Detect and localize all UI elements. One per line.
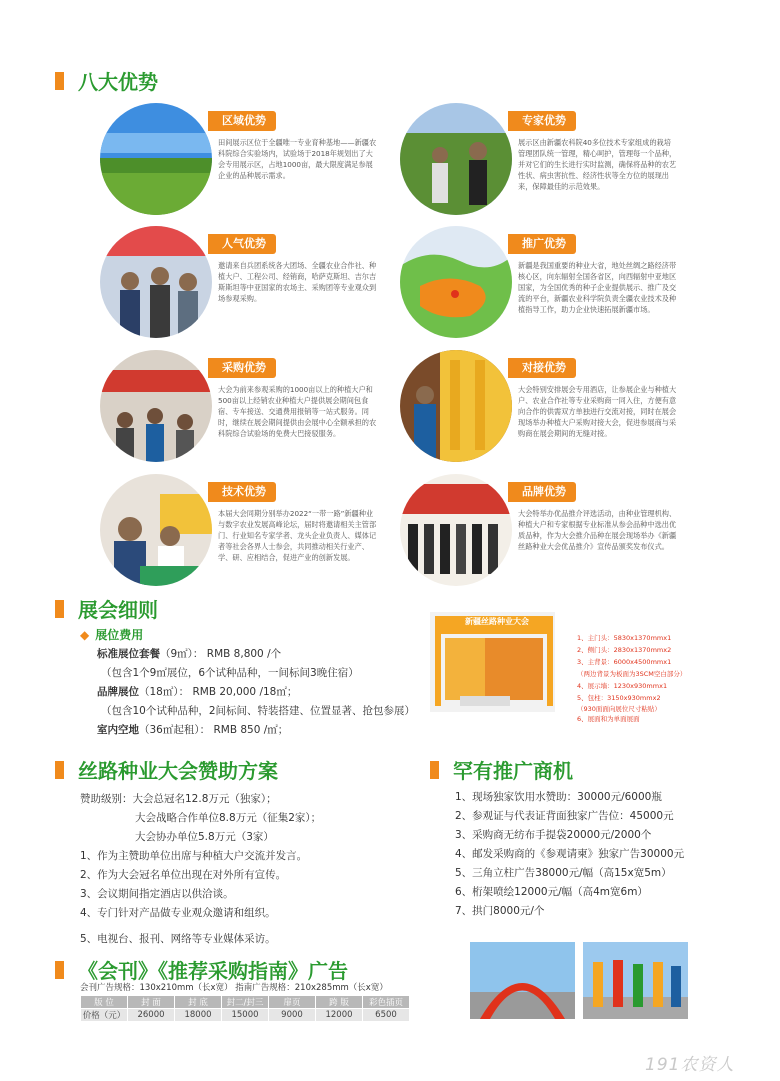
title-marker: [55, 961, 64, 979]
advantage-card-brand: [400, 474, 690, 589]
advantage-card-expert: [400, 103, 690, 218]
ads-spec: 会刊广告规格：130x210mm（长x宽） 指南广告规格：210x285mm（长x宽）: [80, 983, 388, 993]
advantage-desc: 展示区由新疆农科院40多位技术专家组成的栽培管理团队统一管理，精心呵护，管理每一个品种，并对它们的生长进行实时监测，确保将品种的农艺性状、病虫害抗性、经济性状等全方位的展现出来，保障最佳的示范效果。: [518, 138, 677, 191]
advantage-desc: 新疆是我国重要的种业大省，地处丝绸之路经济带核心区，向东辐射全国各省区，向西辐射中亚地区国家，为全国优秀的种子企业提供展示、推广及交流的平台，新疆农业科学院负责全疆农业技术及种植指导工作，助力企业快速拓展新疆市场。: [518, 261, 677, 314]
matching-photo: [400, 350, 512, 462]
table-cell: 价格（元）: [81, 1009, 128, 1022]
sponsor-benefit: 3、会议期间指定酒店以供洽谈。: [80, 888, 234, 900]
table-cell: 封二/封三: [222, 996, 269, 1009]
sponsor-title: [55, 755, 278, 784]
sponsor-title-text: 丝路种业大会赞助方案: [78, 759, 278, 783]
table-cell: 封 底: [175, 996, 222, 1009]
arch-photo: [470, 942, 575, 1019]
table-cell: 彩色插页: [363, 996, 410, 1009]
booth-spec-5: 4、展示墙：1230x930mmx1: [577, 682, 668, 690]
booth-spec-6: 5、包柱：3150x930mmx2: [577, 694, 661, 702]
table-cell: 版 位: [81, 996, 128, 1009]
advantage-tag: 区域优势: [208, 111, 276, 131]
ads-title-text: 《会刊》《推荐采购指南》广告: [78, 959, 348, 983]
sponsor-benefit: 2、作为大会冠名单位出现在对外所有宣传。: [80, 869, 287, 881]
table-cell: 扉页: [269, 996, 316, 1009]
sponsor-level-3: 大会协办单位5.8万元（3家）: [135, 831, 274, 843]
ad-price-table: [80, 995, 410, 1022]
sponsor-benefit: 5、电视台、报刊、网络等专业媒体采访。: [80, 933, 276, 945]
expert-photo: [400, 103, 512, 215]
promo-item: 4、邮发采购商的《参观请柬》独家广告30000元: [455, 848, 685, 860]
promo-title: [430, 755, 573, 784]
diamond-icon: ◆: [80, 628, 90, 642]
advantage-tag: 推广优势: [508, 234, 576, 254]
brand-booth-area: （18㎡）：: [139, 686, 190, 698]
standard-booth-label: 标准展位套餐: [97, 648, 160, 660]
booth-spec-8: 6、展面和为单面展面: [577, 715, 640, 723]
advantage-desc: 邀请来自兵团系统各大团场、全疆农业合作社、种植大户、工程公司、经销商，哈萨克斯坦、吉尔吉斯斯坦等中亚国家的农场主、采购团等专业观众到场参观采购。: [218, 261, 377, 303]
indoor-space-line: [97, 722, 288, 737]
columns-photo: [583, 942, 688, 1019]
booth-spec-7: （930面面向展位尺寸粘贴）: [577, 705, 661, 713]
advantage-desc: 大会特举办优品推介评选活动，由种业管理机构、种植大户和专家根据专业标准从参会品种中选出优质品种，作为大会推介品种在展会现场举办《新疆丝路种业大会优品推介》宣传品颁奖发布仪式。: [518, 509, 677, 551]
table-cell: 跨 版: [316, 996, 363, 1009]
advantage-tag: 技术优势: [208, 482, 276, 502]
advantage-tag: 品牌优势: [508, 482, 576, 502]
booth-spec-1: 1、主门头：5830x1370mmx1: [577, 634, 672, 642]
promo-item: 6、桁架喷绘12000元/幅（高4m宽6m）: [455, 886, 648, 898]
table-cell: 9000: [269, 1009, 316, 1022]
standard-booth-price: RMB 8,800 /个: [206, 648, 282, 660]
title-marker: [430, 761, 439, 779]
indoor-space-price: RMB 850 /㎡；: [213, 724, 289, 736]
advantage-tag: 专家优势: [508, 111, 576, 131]
brand-booth-line: [97, 684, 297, 699]
promo-item: 2、参观证与代表证背面独家广告位：45000元: [455, 810, 674, 822]
brand-booth-note: （包含10个试种品种，2间标间、特装搭建、位置显著、抢包参展）: [101, 705, 416, 717]
brand-booth-label: 品牌展位: [97, 686, 139, 698]
sponsor-level-line: [80, 791, 277, 806]
table-cell: 26000: [128, 1009, 175, 1022]
table-cell: 12000: [316, 1009, 363, 1022]
booth-fee-subtitle: [80, 626, 143, 643]
advantage-desc: 田间展示区位于全疆唯一专业育种基地——新疆农科院综合实验场内，试验场于2018年规划出了大会专用展示区，占地1000亩，最大限度满足参展企业的品种展示需求。: [218, 138, 377, 180]
rules-title: [55, 594, 158, 623]
sponsor-level-1: 大会总冠名12.8万元（独家）；: [132, 793, 277, 805]
promo-item: 5、三角立柱广告38000元/幅（高15x宽5m）: [455, 867, 672, 879]
promo-item: 1、现场独家饮用水赞助：30000元/6000瓶: [455, 791, 662, 803]
booth-spec-2: 2、侧门头：2830x1370mmx2: [577, 646, 672, 654]
ads-title: [55, 955, 348, 984]
sponsor-benefit: 1、作为主赞助单位出席与种植大户交流并发言。: [80, 850, 308, 862]
title-marker: [55, 600, 64, 618]
standard-booth-line: [97, 646, 281, 661]
promo-item: 7、拱门8000元/个: [455, 905, 545, 917]
title-marker: [55, 761, 64, 779]
table-cell: 封 面: [128, 996, 175, 1009]
popularity-photo: [100, 226, 212, 338]
booth-fee-label: 展位费用: [95, 628, 144, 642]
advantages-title-text: 八大优势: [78, 70, 158, 94]
standard-booth-note: （包含1个9㎡展位，6个试种品种，一间标间3晚住宿）: [101, 667, 359, 679]
advantages-title: [55, 66, 158, 95]
purchase-photo: [100, 350, 212, 462]
advantage-tag: 采购优势: [208, 358, 276, 378]
booth-spec-4: （两边背景为板面为3SCM空白部分）: [577, 670, 687, 678]
sponsor-benefit: 4、专门针对产品做专业观众邀请和组织。: [80, 907, 276, 919]
advantage-tag: 人气优势: [208, 234, 276, 254]
advantage-card-matching: [400, 350, 690, 465]
table-row: [81, 996, 410, 1009]
advantage-card-promotion: [400, 226, 690, 341]
advantage-card-popularity: [100, 226, 390, 341]
booth-spec-3: 3、主背景：6000x4500mmx1: [577, 658, 672, 666]
table-row: [81, 1009, 410, 1022]
advantage-card-purchase: [100, 350, 390, 465]
promo-item: 3、采购商无纺布手提袋20000元/2000个: [455, 829, 652, 841]
brand-booth-price: RMB 20,000 /18㎡；: [192, 686, 298, 698]
table-cell: 18000: [175, 1009, 222, 1022]
region-photo: [100, 103, 212, 215]
indoor-space-area: （36㎡起租）：: [139, 724, 211, 736]
advantage-card-region: [100, 103, 390, 218]
tech-photo: [100, 474, 212, 586]
table-cell: 15000: [222, 1009, 269, 1022]
standard-booth-area: （9㎡）：: [160, 648, 204, 660]
brand-photo: [400, 474, 512, 586]
advantage-desc: 大会为前来参观采购的1000亩以上的种植大户和500亩以上经销农业种植大户提供展会期间包食宿、专车接送、交通费用报销等一站式服务。同时，继续在展会期间提供由会展中心全额承担的农科院综合试验场的免费大巴接驳服务。: [218, 385, 377, 438]
sponsor-level-2: 大会战略合作单位8.8万元（征集2家）；: [135, 812, 322, 824]
rules-title-text: 展会细则: [78, 598, 158, 622]
watermark-logo: 191农资人: [645, 1055, 735, 1075]
promo-title-text: 罕有推广商机: [453, 759, 573, 783]
title-marker: [55, 72, 64, 90]
sponsor-level-label: 赞助级别：: [80, 793, 133, 805]
advantage-tag: 对接优势: [508, 358, 576, 378]
promotion-map: [400, 226, 512, 338]
advantage-card-tech: [100, 474, 390, 589]
booth-sign-text: 新疆丝路种业大会: [465, 617, 529, 626]
advantage-desc: 本届大会同期分别举办2022“一带一路”新疆种业与数字农业发展高峰论坛，届时将邀请相关主管部门、行业知名专家学者、龙头企业负责人、媒体记者等社会各界人士参会，共同推动相关行业产、学、研、应相结合，促进产业的创新发展。: [218, 509, 377, 562]
advantage-desc: 大会特别安排展会专用酒店，让参展企业与种植大户、农业合作社等专业采购商一同入住，方便有意向合作的供需双方单独进行交流对接，同时在展会现场举办种植大户采购对接大会，促进参展商与采购商在展会期间的无缝对接。: [518, 385, 677, 438]
table-cell: 6500: [363, 1009, 410, 1022]
indoor-space-label: 室内空地: [97, 724, 139, 736]
